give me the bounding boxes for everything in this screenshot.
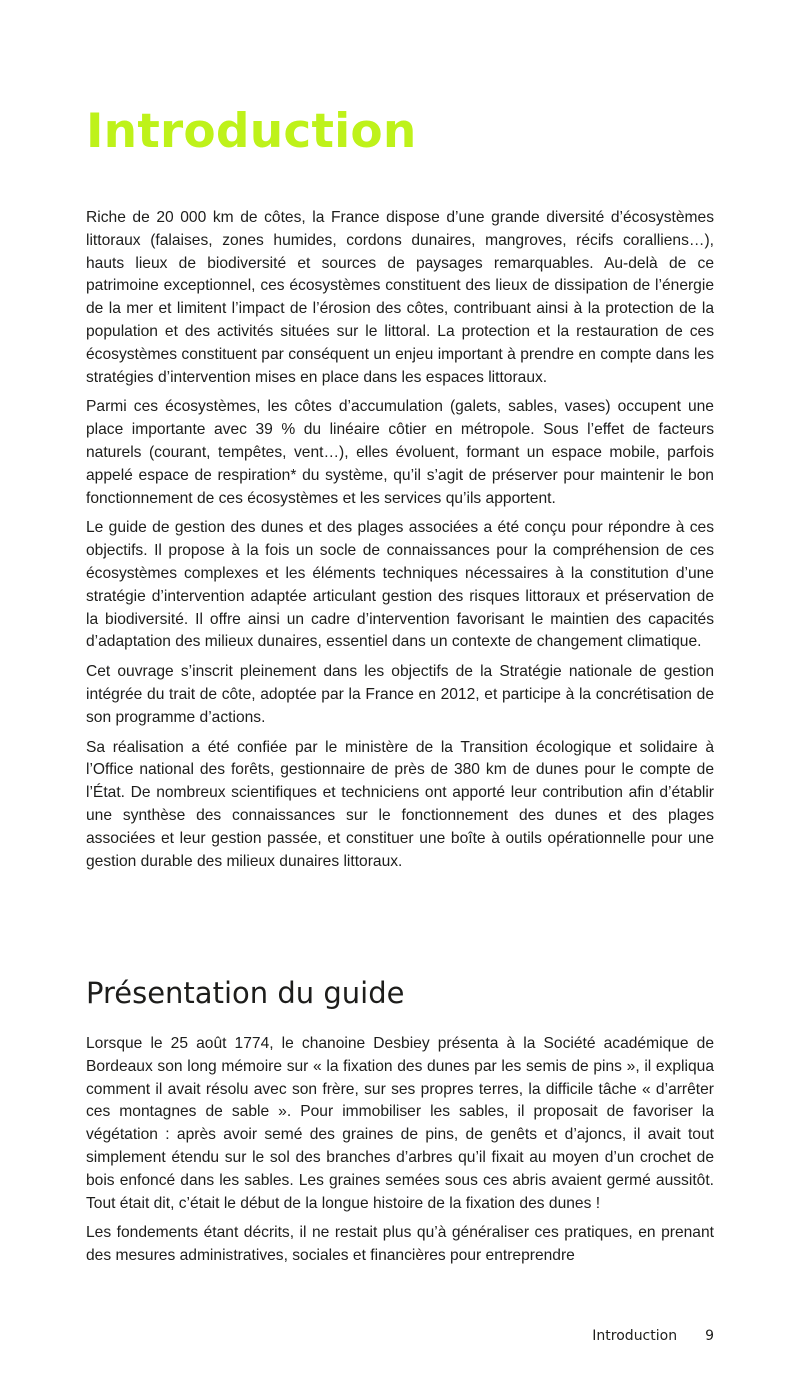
paragraph: Riche de 20 000 km de côtes, la France dispose d’une grande diversité d’écosystèmes littoraux (falaises, zones humides, cordons dunaires, mangroves, récifs coralliens…), hauts lieux de biodiversité et sources de paysages remarquables. Au-delà de ce patrimoine exceptionnel, ces écosystèmes constituent des lieux de dissipation de l’énergie de la mer et limitent l’impact de l’érosion des côtes, contribuant ainsi à la protection de la population et des activités situées sur le littoral. La protection et la restauration de ces écosystèmes constituent par conséquent un enjeu important à prendre en compte dans les stratégies d’intervention mises en place dans les espaces littoraux.: [86, 209, 714, 386]
paragraph: Lorsque le 25 août 1774, le chanoine Desbiey présenta à la Société académique de Bordeaux son long mémoire sur « la fixation des dunes par les semis de pins », il expliqua comment il avait résolu avec son frère, sur ses propres terres, la difficile tâche « d’arrêter ces montagnes de sable ». Pour immobiliser les sables, il proposait de favoriser la végétation : après avoir semé des graines de pins, de genêts et d’ajoncs, il avait tout simplement étendu sur le sol des branches d’arbres qu’il fixait au moyen d’un crochet de bois enfoncé dans les sables. Les graines semées sous ces abris avaient germé aussitôt. Tout était dit, c’était le début de la longue histoire de la fixation des dunes !: [86, 1035, 714, 1212]
section-body: [86, 1033, 714, 1275]
page-title: Introduction: [86, 104, 417, 159]
paragraph: Sa réalisation a été confiée par le ministère de la Transition écologique et solidaire à l’Office national des forêts, gestionnaire de près de 380 km de dunes pour le compte de l’État. De nombreux scientifiques et techniciens ont apporté leur contribution afin d’établir une synthèse des connaissances sur le fonctionnement des dunes et des plages associées et leur gestion passée, et constituer une boîte à outils opérationnelle pour une gestion durable des milieux dunaires littoraux.: [86, 738, 714, 870]
paragraph: Le guide de gestion des dunes et des plages associées a été conçu pour répondre à ces objectifs. Il propose à la fois un socle de connaissances pour la compréhension de ces écosystèmes complexes et les éléments techniques nécessaires à la constitution d’une stratégie d’intervention adaptée articulant gestion des risques littoraux et préservation de la biodiversité. Il offre ainsi un cadre d’intervention favorisant le maintien des capacités d’adaptation des milieux dunaires, essentiel dans un contexte de changement climatique.: [86, 519, 714, 651]
page-footer: [592, 1328, 714, 1344]
page-number: 9: [705, 1328, 714, 1344]
paragraph: Cet ouvrage s’inscrit pleinement dans les objectifs de la Stratégie nationale de gestion intégrée du trait de côte, adoptée par la France en 2012, et participe à la concrétisation de son programme d’actions.: [86, 663, 714, 726]
intro-body: [86, 207, 714, 880]
section-title: Présentation du guide: [86, 976, 405, 1010]
paragraph: Les fondements étant décrits, il ne restait plus qu’à généraliser ces pratiques, en prenant des mesures administratives, sociales et financières pour entreprendre: [86, 1224, 714, 1265]
paragraph: Parmi ces écosystèmes, les côtes d’accumulation (galets, sables, vases) occupent une place importante avec 39 % du linéaire côtier en métropole. Sous l’effet de facteurs naturels (courant, tempêtes, vent…), elles évoluent, formant un espace mobile, parfois appelé espace de respiration* du système, qu’il s’agit de préserver pour maintenir le bon fonctionnement de ces écosystèmes et les services qu’ils apportent.: [86, 398, 714, 507]
running-head: Introduction: [592, 1328, 678, 1344]
